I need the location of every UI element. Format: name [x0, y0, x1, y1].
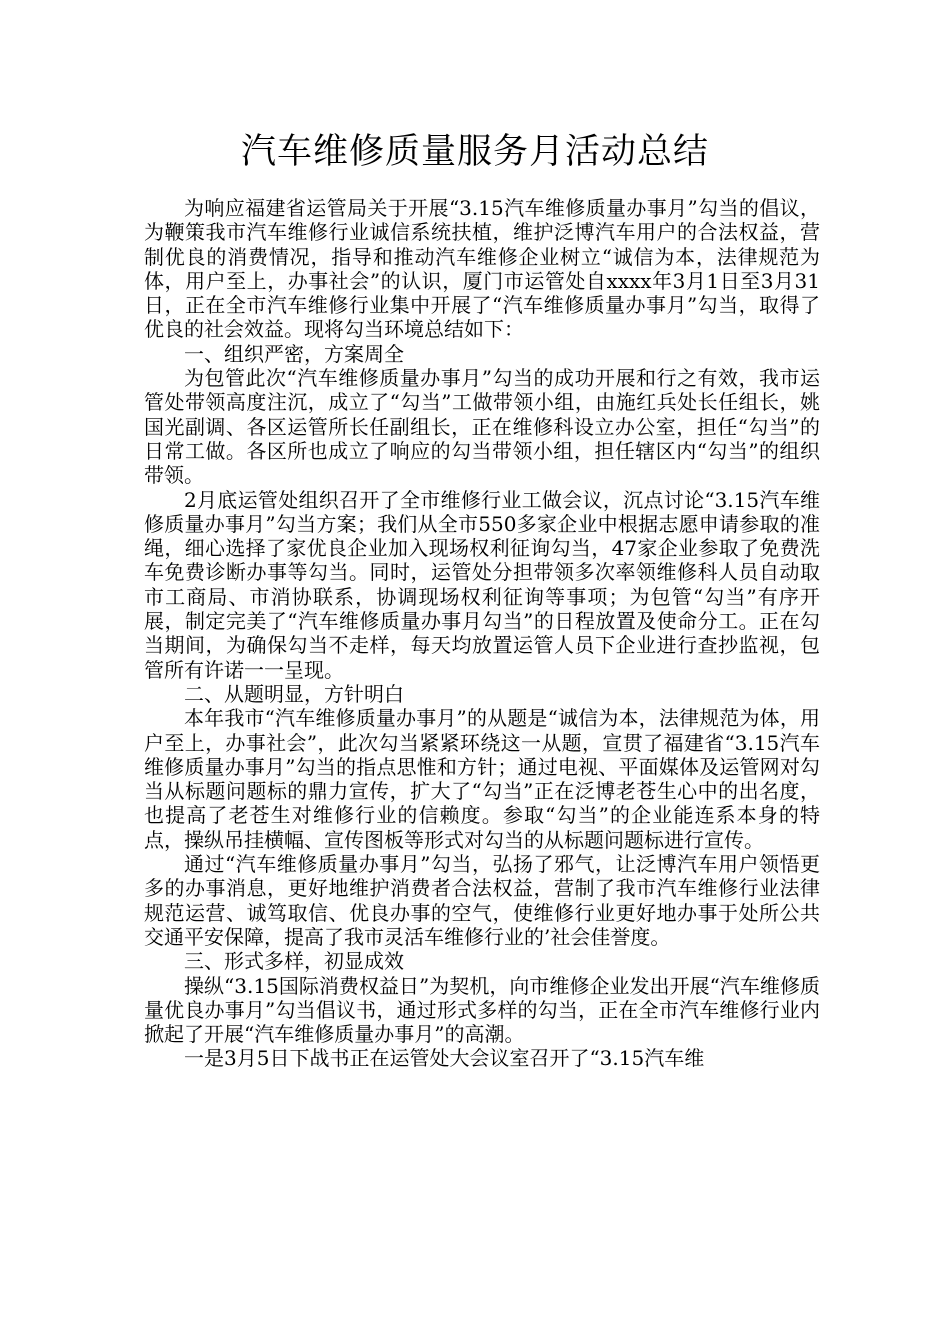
paragraph-first-activity: 一是3月5日下战书正在运管处大会议室召开了“3.15汽车维 [184, 1046, 705, 1071]
paragraph-theme: 本年我市“汽车维修质量办事月”的从题是“诚信为本，法律规范为体，用户至上，办事社会”，此次勾当紧紧环绕这一从题，宣贯了福建省“3.15汽车维修质量办事月”勾当的指点思惟和方针；通过电视、平面媒体及运管网对勾当从标题问题标的鼎力宣传，扩大了“勾当”正在泛博老苍生心中的出名度，也提高了老苍生对维修行业的信赖度。参取“勾当”的企业能连系本身的特点，操纵吊挂横幅、宣传图板等形式对勾当的从标题问题标进行宣传。 [144, 706, 820, 852]
paragraph-effect: 通过“汽车维修质量办事月”勾当，弘扬了邪气，让泛博汽车用户领悟更多的办事消息，更好地维护消费者合法权益，营制了我市汽车维修行业法律规范运营、诚笃取信、优良办事的空气，使维修行业更好地办事于处所公共交通平安保障，提高了我市灵活车维修行业的’社会佳誉度。 [144, 852, 820, 949]
paragraph-intro: 为响应福建省运管局关于开展“3.15汽车维修质量办事月”勾当的倡议，为鞭策我市汽车维修行业诚信系统扶植，维护泛博汽车用户的合法权益，营制优良的消费情况，指导和推动汽车维修企业树立“诚信为本，法律规范为体，用户至上，办事社会”的认识，厦门市运管处自xxxx年3月1日至3月31日，正在全市汽车维修行业集中开展了“汽车维修质量办事月”勾当，取得了优良的社会效益。现将勾当环境总结如下： [144, 196, 820, 342]
section-heading-2: 二、从题明显，方针明白 [184, 681, 404, 706]
paragraph-meeting: 2月底运管处组织召开了全市维修行业工做会议，沉点讨论“3.15汽车维修质量办事月”勾当方案；我们从全市550多家企业中根据志愿申请参取的准绳，细心选择了家优良企业加入现场权利征询勾当，47家企业参取了免费洗车免费诊断办事等勾当。同时，运管处分担带领多次率领维修科人员自动取市工商局、市消协联系，协调现场权利征询等事项；为包管“勾当”有序开展，制定完美了“汽车维修质量办事月勾当”的日程放置及使命分工。正在勾当期间，为确保勾当不走样，每天均放置运管人员下企业进行查抄监视，包管所有许诺一一呈现。 [144, 487, 820, 682]
paragraph-organization: 为包管此次“汽车维修质量办事月”勾当的成功开展和行之有效，我市运管处带领高度注沉，成立了“勾当”工做带领小组，由施红兵处长任组长，姚国光副调、各区运管所长任副组长，正在维修科设立办公室，担任“勾当”的日常工做。各区所也成立了响应的勾当带领小组，担任辖区内“勾当”的组织带领。 [144, 366, 820, 488]
document-body [144, 196, 820, 1071]
section-heading-3: 三、形式多样，初显成效 [184, 949, 404, 974]
section-heading-1: 一、组织严密，方案周全 [184, 341, 404, 366]
document-title: 汽车维修质量服务月活动总结 [240, 132, 709, 172]
paragraph-initiative: 操纵“3.15国际消费权益日”为契机，向市维修企业发出开展“汽车维修质量优良办事月”勾当倡议书，通过形式多样的勾当，正在全市汽车维修行业内掀起了开展“汽车维修质量办事月”的高潮。 [144, 973, 820, 1047]
